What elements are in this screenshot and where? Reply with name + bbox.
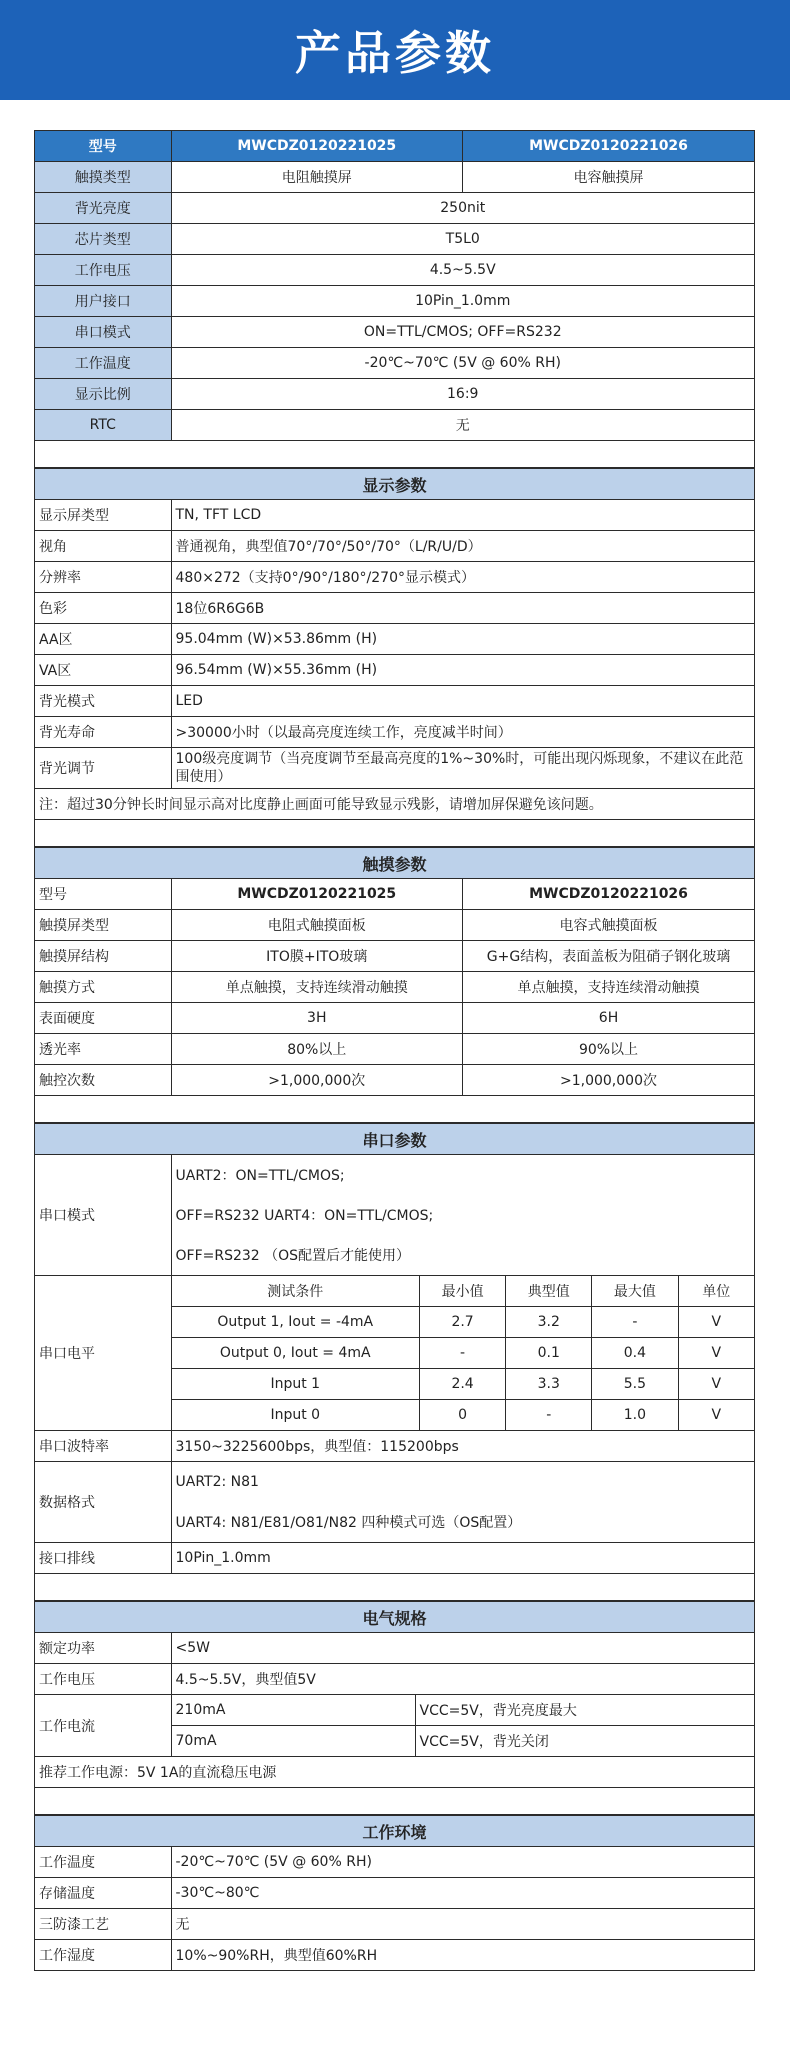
row-label: 接口排线 <box>35 1543 171 1574</box>
level-cell: 2.7 <box>420 1307 506 1338</box>
row-value: 4.5~5.5V <box>171 255 754 286</box>
row-value-1: MWCDZ0120221025 <box>171 879 463 910</box>
row-value-1: 单点触摸，支持连续滑动触摸 <box>171 972 463 1003</box>
serial-pin-row <box>35 1543 754 1574</box>
environment-row <box>35 1878 754 1909</box>
row-label: 显示屏类型 <box>35 500 171 531</box>
row-label: 色彩 <box>35 593 171 624</box>
display-row <box>35 593 754 624</box>
touch-spec-table <box>35 847 754 1123</box>
row-value: 10%~90%RH，典型值60%RH <box>171 1940 754 1971</box>
row-label: 背光调节 <box>35 748 171 789</box>
touch-row <box>35 972 754 1003</box>
level-cell: Input 1 <box>172 1369 420 1400</box>
row-label: 串口模式 <box>35 317 171 348</box>
row-value: -20℃~70℃ (5V @ 60% RH) <box>171 1847 754 1878</box>
row-label: 触摸方式 <box>35 972 171 1003</box>
row-value: 250nit <box>171 193 754 224</box>
level-header-cell: 测试条件 <box>172 1276 420 1307</box>
row-value: T5L0 <box>171 224 754 255</box>
display-rows <box>35 500 754 789</box>
row-label: 背光模式 <box>35 686 171 717</box>
row-value: 96.54mm (W)×55.36mm (H) <box>171 655 754 686</box>
environment-rows <box>35 1847 754 1971</box>
row-value: 3150~3225600bps，典型值：115200bps <box>171 1431 754 1462</box>
row-label: 背光亮度 <box>35 193 171 224</box>
touch-row <box>35 910 754 941</box>
display-row <box>35 624 754 655</box>
row-label: 工作电压 <box>35 255 171 286</box>
touch-section-title: 触摸参数 <box>35 848 754 879</box>
row-label: 触摸屏类型 <box>35 910 171 941</box>
serial-mode-value <box>171 1155 754 1276</box>
serial-level-table <box>172 1276 755 1430</box>
row-value: 95.04mm (W)×53.86mm (H) <box>171 624 754 655</box>
row-label: 额定功率 <box>35 1633 171 1664</box>
level-cell: - <box>592 1307 678 1338</box>
serial-mode-line: OFF=RS232 UART4：ON=TTL/CMOS; <box>175 1208 434 1224</box>
row-value: ON=TTL/CMOS; OFF=RS232 <box>171 317 754 348</box>
serial-format-line: UART2: N81 <box>175 1474 259 1490</box>
row-label: AA区 <box>35 624 171 655</box>
row-label: 触控次数 <box>35 1065 171 1096</box>
section-gap <box>35 1788 754 1815</box>
row-label: 视角 <box>35 531 171 562</box>
row-label: 背光寿命 <box>35 717 171 748</box>
environment-row <box>35 1909 754 1940</box>
basic-row <box>35 317 754 348</box>
display-row <box>35 748 754 789</box>
level-cell: V <box>678 1338 754 1369</box>
basic-header-row <box>35 131 754 162</box>
touch-row <box>35 1065 754 1096</box>
row-value: <5W <box>171 1633 754 1664</box>
level-cell: 0.4 <box>592 1338 678 1369</box>
display-row <box>35 655 754 686</box>
page-title: 产品参数 <box>295 26 495 80</box>
row-label: 分辨率 <box>35 562 171 593</box>
level-row <box>172 1338 755 1369</box>
row-label: 存储温度 <box>35 1878 171 1909</box>
electrical-current-row <box>35 1695 754 1726</box>
basic-row <box>35 348 754 379</box>
section-gap <box>35 441 754 468</box>
serial-format-value <box>171 1462 754 1543</box>
level-header-cell: 最小值 <box>420 1276 506 1307</box>
level-cell: 2.4 <box>420 1369 506 1400</box>
row-value-1: 3H <box>171 1003 463 1034</box>
title-banner <box>0 0 790 100</box>
row-value: 18位6R6G6B <box>171 593 754 624</box>
basic-row-touch-type <box>35 162 754 193</box>
row-value-1: 电阻触摸屏 <box>171 162 463 193</box>
basic-rows <box>35 193 754 441</box>
row-value-2: 单点触摸，支持连续滑动触摸 <box>463 972 755 1003</box>
header-model-label: 型号 <box>35 131 171 162</box>
row-label: 数据格式 <box>35 1462 171 1543</box>
row-label: RTC <box>35 410 171 441</box>
row-value-1: 电阻式触摸面板 <box>171 910 463 941</box>
serial-mode-line: UART2：ON=TTL/CMOS; <box>175 1168 345 1184</box>
basic-row <box>35 193 754 224</box>
row-label: 显示比例 <box>35 379 171 410</box>
basic-row <box>35 255 754 286</box>
touch-row <box>35 1034 754 1065</box>
level-cell: V <box>678 1369 754 1400</box>
row-value: 10Pin_1.0mm <box>171 286 754 317</box>
basic-spec-table <box>35 130 754 468</box>
touch-row <box>35 879 754 910</box>
section-gap <box>35 1096 754 1123</box>
row-value-2: MWCDZ0120221026 <box>463 879 755 910</box>
row-value: >30000小时（以最高亮度连续工作，亮度减半时间） <box>171 717 754 748</box>
row-value-2: G+G结构，表面盖板为阻硝子钢化玻璃 <box>463 941 755 972</box>
row-value-1: ITO膜+ITO玻璃 <box>171 941 463 972</box>
electrical-spec-table <box>35 1601 754 1815</box>
environment-row <box>35 1940 754 1971</box>
level-header-cell: 最大值 <box>592 1276 678 1307</box>
level-row <box>172 1400 755 1431</box>
level-cell: 5.5 <box>592 1369 678 1400</box>
display-row <box>35 686 754 717</box>
basic-row <box>35 379 754 410</box>
serial-level-cell <box>171 1276 754 1431</box>
level-cell: V <box>678 1400 754 1431</box>
display-row <box>35 531 754 562</box>
row-value: 无 <box>171 1909 754 1940</box>
row-label: 串口波特率 <box>35 1431 171 1462</box>
display-row <box>35 562 754 593</box>
serial-section-title: 串口参数 <box>35 1124 754 1155</box>
display-row <box>35 717 754 748</box>
serial-level-row <box>35 1276 754 1431</box>
level-header-row <box>172 1276 755 1307</box>
row-label: 芯片类型 <box>35 224 171 255</box>
touch-rows <box>35 879 754 1096</box>
electrical-voltage-row <box>35 1664 754 1695</box>
row-value: 100级亮度调节（当亮度调节至最高亮度的1%~30%时，可能出现闪烁现象，不建议在此范围使用） <box>171 748 754 789</box>
row-value-2: 电容触摸屏 <box>463 162 755 193</box>
level-cell: - <box>420 1338 506 1369</box>
level-cell: 0 <box>420 1400 506 1431</box>
level-row <box>172 1369 755 1400</box>
row-value: 10Pin_1.0mm <box>171 1543 754 1574</box>
environment-section-title: 工作环境 <box>35 1816 754 1847</box>
row-value: LED <box>171 686 754 717</box>
display-note: 注：超过30分钟长时间显示高对比度静止画面可能导致显示残影，请增加屏保避免该问题。 <box>35 789 754 820</box>
serial-mode-row <box>35 1155 754 1276</box>
row-value-2: 电容式触摸面板 <box>463 910 755 941</box>
row-label: 触摸屏结构 <box>35 941 171 972</box>
level-cell: 3.2 <box>506 1307 592 1338</box>
spec-sheet <box>34 130 755 1971</box>
serial-mode-line: OFF=RS232 （OS配置后才能使用） <box>175 1248 411 1264</box>
current-value: 70mA <box>171 1726 415 1757</box>
section-gap <box>35 820 754 847</box>
row-label: 表面硬度 <box>35 1003 171 1034</box>
row-value: -20℃~70℃ (5V @ 60% RH) <box>171 348 754 379</box>
header-model-2: MWCDZ0120221026 <box>463 131 755 162</box>
row-value-2: 90%以上 <box>463 1034 755 1065</box>
row-value: 16:9 <box>171 379 754 410</box>
row-label: 工作电压 <box>35 1664 171 1695</box>
row-value-1: >1,000,000次 <box>171 1065 463 1096</box>
row-label: 工作电流 <box>35 1695 171 1757</box>
row-label: 串口模式 <box>35 1155 171 1276</box>
level-cell: V <box>678 1307 754 1338</box>
level-header-cell: 单位 <box>678 1276 754 1307</box>
level-cell: - <box>506 1400 592 1431</box>
display-spec-table <box>35 468 754 847</box>
electrical-section-title: 电气规格 <box>35 1602 754 1633</box>
row-label: 三防漆工艺 <box>35 1909 171 1940</box>
electrical-note: 推荐工作电源：5V 1A的直流稳压电源 <box>35 1757 754 1788</box>
row-value-2: 6H <box>463 1003 755 1034</box>
header-model-1: MWCDZ0120221025 <box>171 131 463 162</box>
row-value: 普通视角，典型值70°/70°/50°/70°（L/R/U/D） <box>171 531 754 562</box>
current-value: 210mA <box>171 1695 415 1726</box>
row-label: 透光率 <box>35 1034 171 1065</box>
row-label: 用户接口 <box>35 286 171 317</box>
environment-row <box>35 1847 754 1878</box>
row-label: 工作湿度 <box>35 1940 171 1971</box>
basic-row <box>35 410 754 441</box>
serial-baud-row <box>35 1431 754 1462</box>
level-cell: Input 0 <box>172 1400 420 1431</box>
basic-row <box>35 286 754 317</box>
row-label: 串口电平 <box>35 1276 171 1431</box>
current-condition: VCC=5V，背光亮度最大 <box>415 1695 754 1726</box>
level-header-cell: 典型值 <box>506 1276 592 1307</box>
row-value-2: >1,000,000次 <box>463 1065 755 1096</box>
serial-format-line: UART4: N81/E81/O81/N82 四种模式可选（OS配置） <box>175 1515 522 1531</box>
serial-format-row <box>35 1462 754 1543</box>
row-label: 工作温度 <box>35 348 171 379</box>
level-cell: Output 1, Iout = -4mA <box>172 1307 420 1338</box>
display-row <box>35 500 754 531</box>
row-label: VA区 <box>35 655 171 686</box>
section-gap <box>35 1574 754 1601</box>
environment-spec-table <box>35 1815 754 1971</box>
row-value: -30℃~80℃ <box>171 1878 754 1909</box>
row-value: TN, TFT LCD <box>171 500 754 531</box>
level-cell: 0.1 <box>506 1338 592 1369</box>
touch-row <box>35 1003 754 1034</box>
row-value: 4.5~5.5V，典型值5V <box>171 1664 754 1695</box>
row-label: 型号 <box>35 879 171 910</box>
touch-row <box>35 941 754 972</box>
display-section-title: 显示参数 <box>35 469 754 500</box>
level-cell: 3.3 <box>506 1369 592 1400</box>
level-row <box>172 1307 755 1338</box>
row-value: 无 <box>171 410 754 441</box>
basic-row <box>35 224 754 255</box>
row-value-1: 80%以上 <box>171 1034 463 1065</box>
level-cell: 1.0 <box>592 1400 678 1431</box>
row-label: 触摸类型 <box>35 162 171 193</box>
row-value: 480×272（支持0°/90°/180°/270°显示模式） <box>171 562 754 593</box>
row-label: 工作温度 <box>35 1847 171 1878</box>
level-cell: Output 0, Iout = 4mA <box>172 1338 420 1369</box>
electrical-power-row <box>35 1633 754 1664</box>
current-condition: VCC=5V，背光关闭 <box>415 1726 754 1757</box>
serial-spec-table <box>35 1123 754 1601</box>
